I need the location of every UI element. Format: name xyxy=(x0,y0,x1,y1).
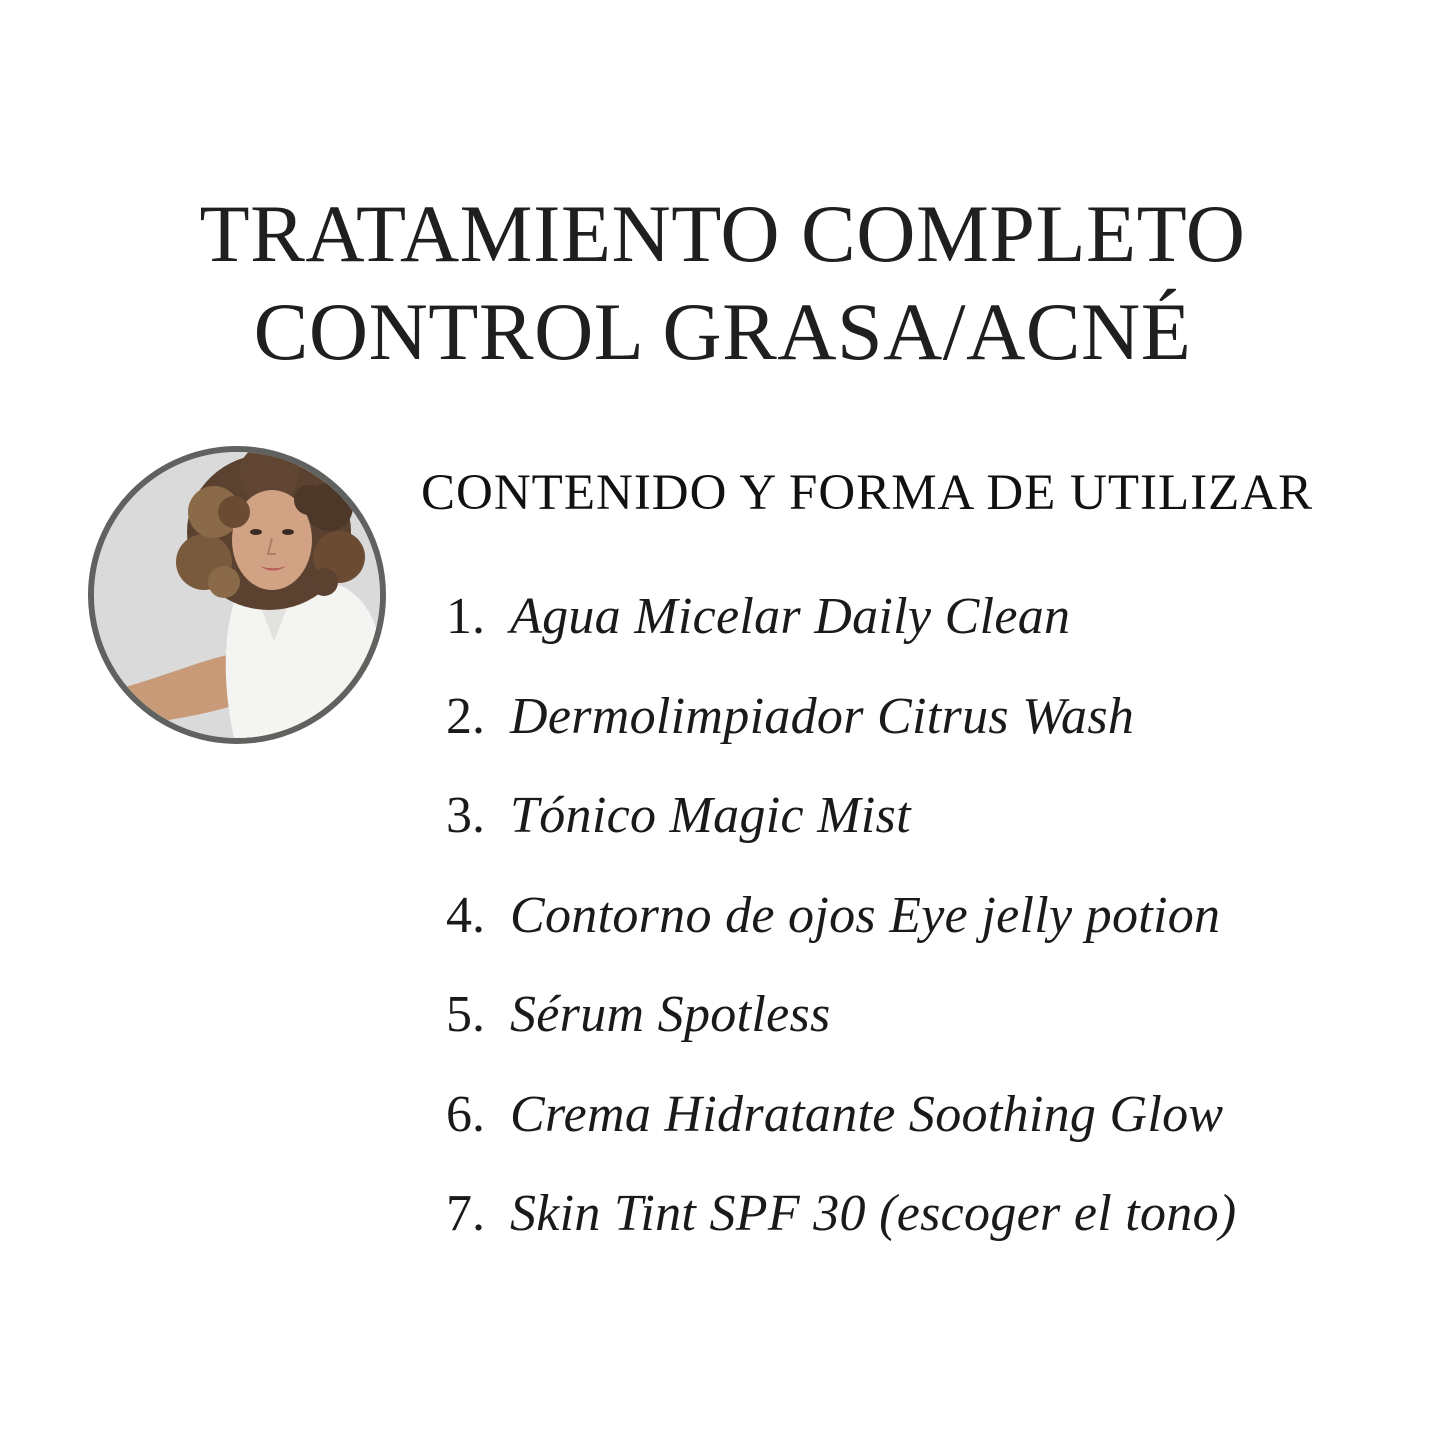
page-title xyxy=(0,185,1445,381)
step-name: Agua Micelar Daily Clean xyxy=(510,588,1071,645)
step-number: 2. xyxy=(446,687,485,745)
avatar xyxy=(88,446,386,744)
steps-list xyxy=(446,585,1237,1282)
step-name: Dermolimpiador Citrus Wash xyxy=(510,687,1135,745)
list-item xyxy=(446,1083,1237,1183)
step-number: 7. xyxy=(446,1185,485,1242)
step-number: 1. xyxy=(446,588,485,645)
step-name: Contorno de ojos Eye jelly potion xyxy=(510,886,1221,944)
step-name: Crema Hidratante Soothing Glow xyxy=(510,1085,1224,1143)
step-number: 5. xyxy=(446,986,485,1043)
title-line-2: CONTROL GRASA/ACNÉ xyxy=(253,286,1192,377)
list-item xyxy=(446,585,1237,685)
step-number: 4. xyxy=(446,886,485,944)
step-name: Tónico Magic Mist xyxy=(510,787,911,844)
step-name: Sérum Spotless xyxy=(510,986,831,1043)
list-item xyxy=(446,685,1237,785)
step-name: Skin Tint SPF 30 (escoger el tono) xyxy=(510,1185,1237,1242)
list-item xyxy=(446,1182,1237,1282)
list-item xyxy=(446,784,1237,884)
woman-portrait-icon xyxy=(94,452,380,738)
step-number: 3. xyxy=(446,787,485,844)
section-subtitle: CONTENIDO Y FORMA DE UTILIZAR xyxy=(421,465,1314,521)
step-number: 6. xyxy=(446,1085,485,1143)
title-line-1: TRATAMIENTO COMPLETO xyxy=(199,188,1246,279)
list-item xyxy=(446,884,1237,984)
list-item xyxy=(446,983,1237,1083)
